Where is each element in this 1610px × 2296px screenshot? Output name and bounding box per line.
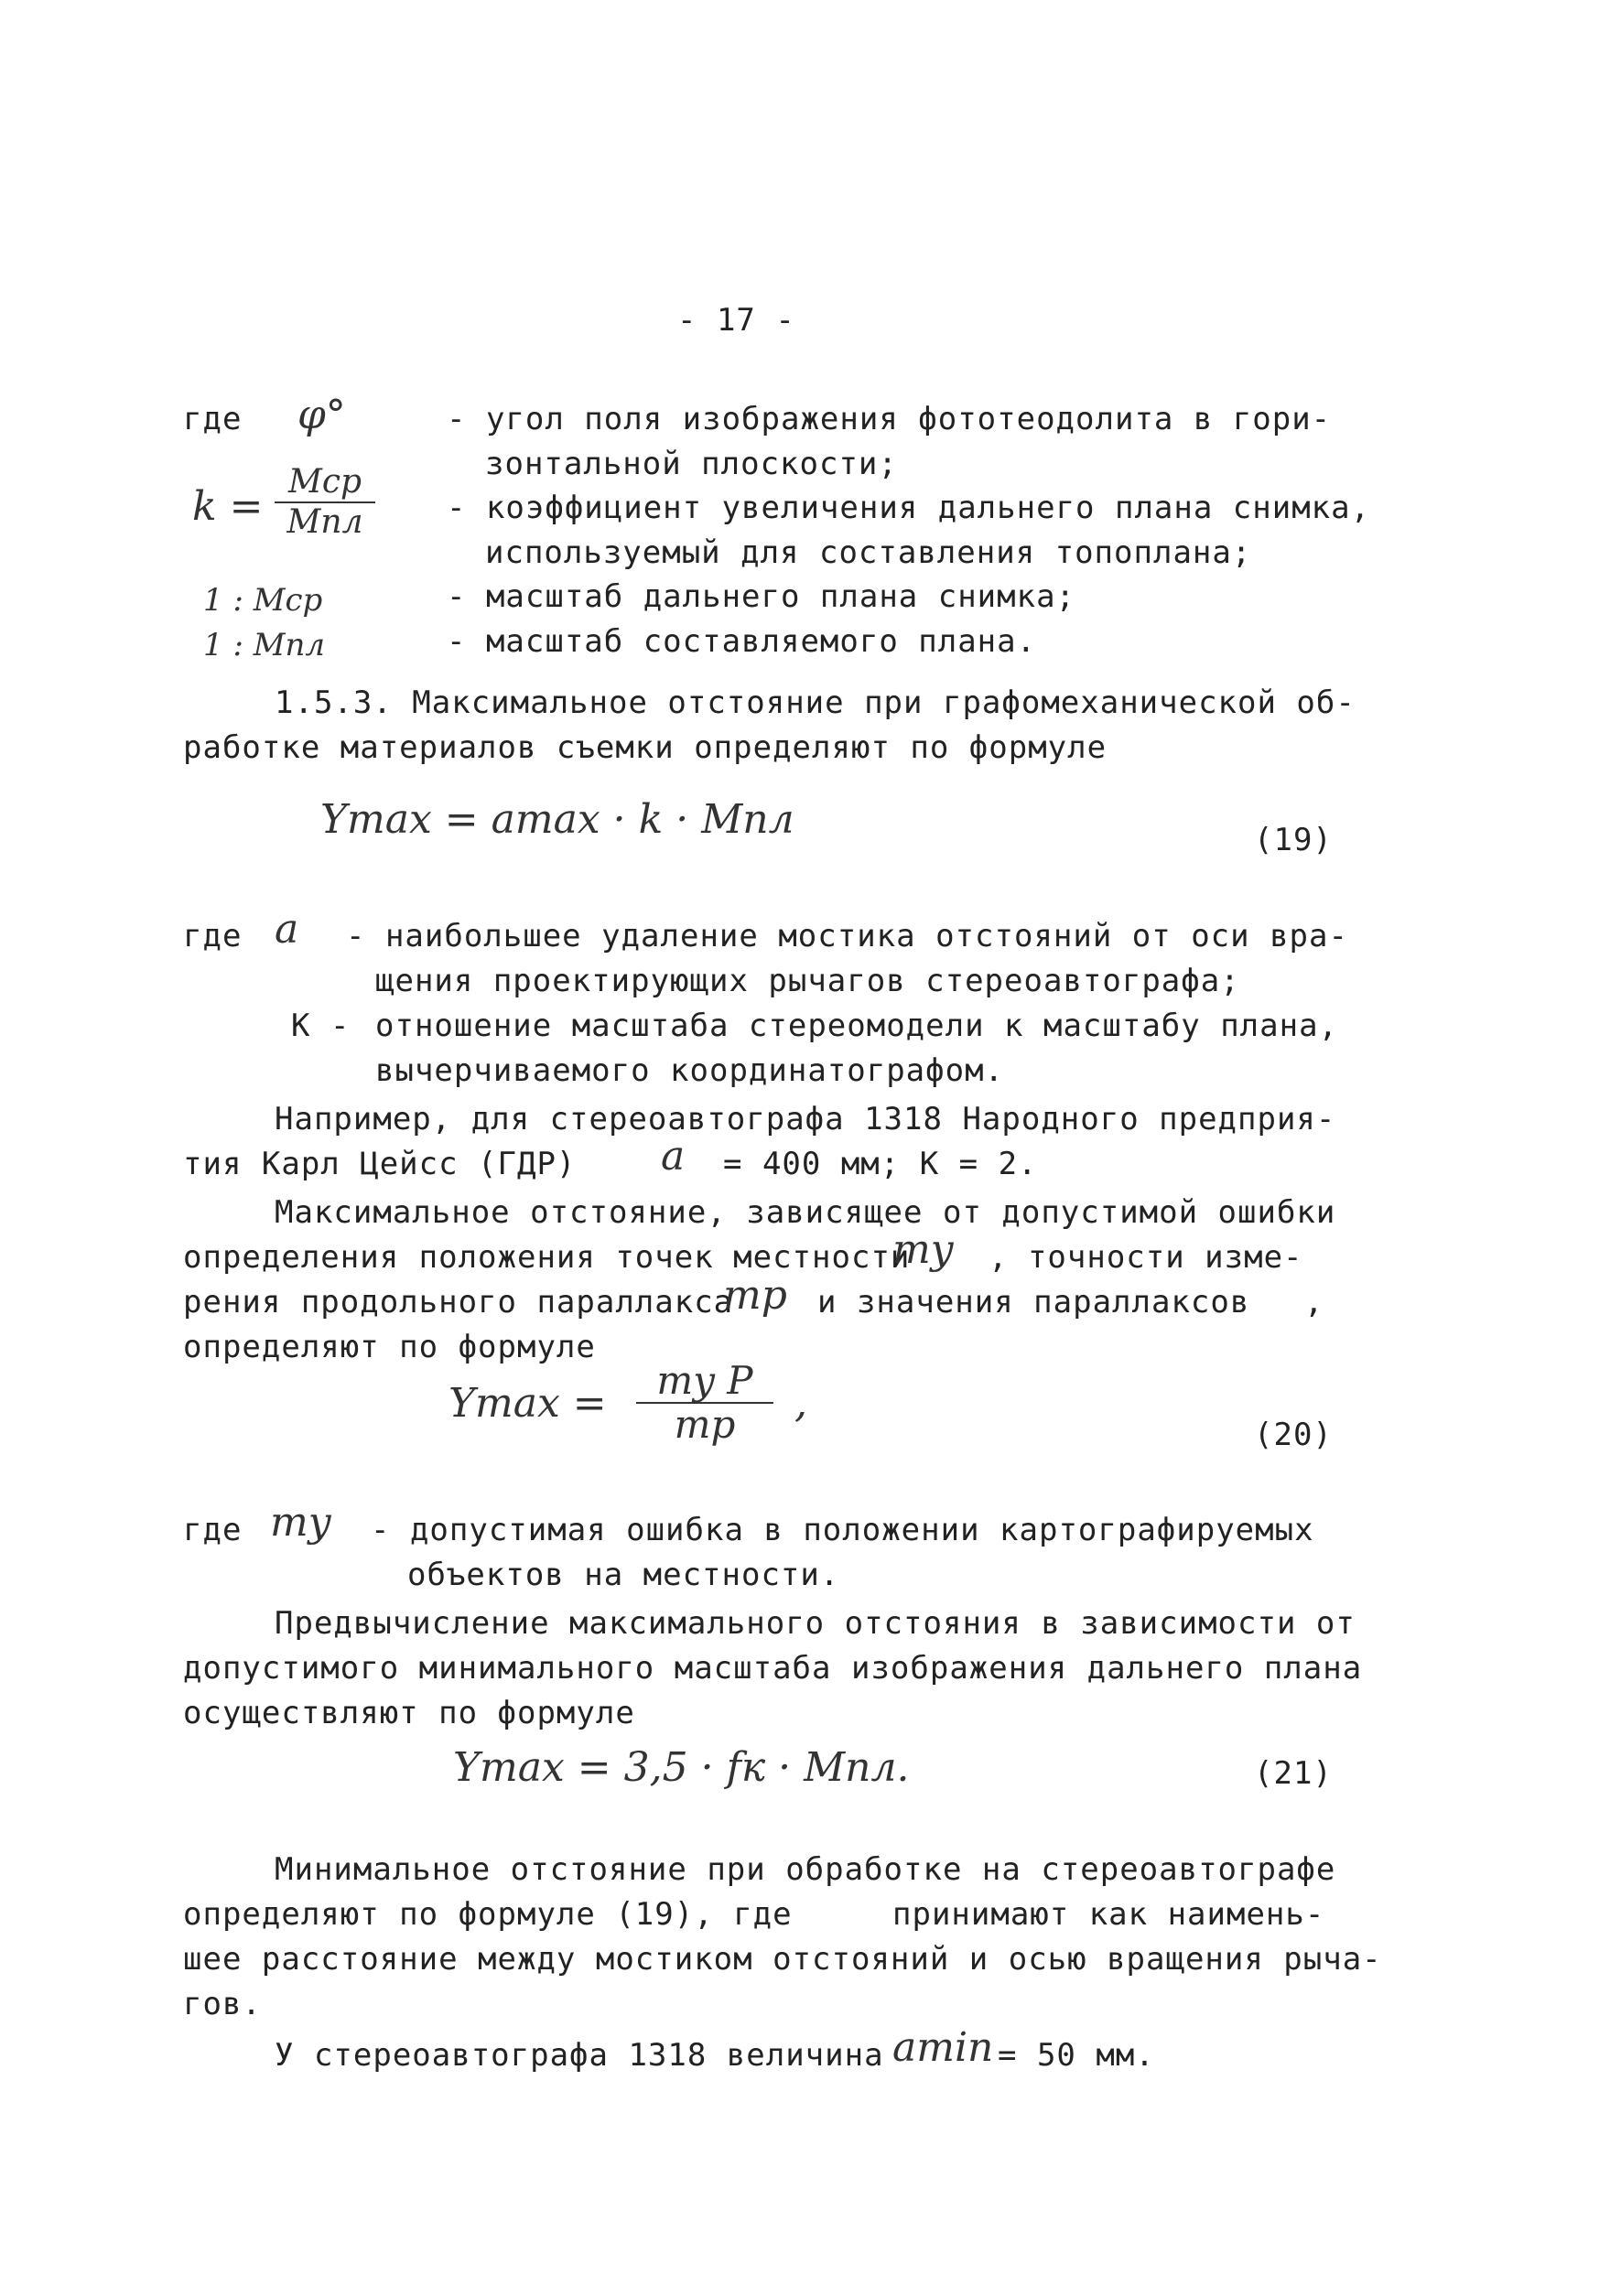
k-numerator: Mср xyxy=(287,463,362,501)
para-min-line-4: гов. xyxy=(183,1986,262,2022)
scale1-symbol: 1 : Mср xyxy=(203,582,323,619)
para-153-line-2: работке материалов съемки определяют по формуле xyxy=(183,729,1108,766)
mp-symbol: mp xyxy=(723,1272,787,1319)
where-label: где xyxy=(183,1512,243,1548)
scale2-symbol: 1 : Mпл xyxy=(203,627,326,663)
formula-20-left: Ymax = xyxy=(448,1380,607,1427)
para-max-line-3c: , xyxy=(1304,1284,1324,1320)
example-a-symbol: a xyxy=(661,1133,686,1180)
formula-19: Ymax = amax · k · Mпл xyxy=(320,796,794,843)
K-description-1: отношение масштаба стереомодели к масштабу плана, xyxy=(375,1008,1339,1044)
my-symbol: my xyxy=(892,1226,954,1273)
amin-symbol: amin xyxy=(892,2024,994,2071)
para-max-line-4: определяют по формуле xyxy=(183,1329,596,1365)
my-description-1: - допустимая ошибка в положении картографируемых xyxy=(371,1512,1314,1548)
where-label: где xyxy=(183,401,243,437)
k-description-2: используемый для составления топоплана; xyxy=(485,534,1252,571)
para-min-line-3: шее расстояние между мостиком отстояний и осью вращения рыча- xyxy=(183,1941,1382,1978)
para-max-line-3a: рения продольного параллакса xyxy=(183,1284,734,1320)
a-description-2: щения проектирующих рычагов стереоавтографа; xyxy=(375,963,1240,999)
formula-20-fraction xyxy=(636,1358,773,1447)
para-min-line-2b: принимают как наимень- xyxy=(892,1896,1325,1933)
example-values: = 400 мм; К = 2. xyxy=(723,1146,1038,1182)
para-pre-line-1: Предвычисление максимального отстояния в зависимости от xyxy=(275,1605,1356,1642)
final-line-text: У стереоавтографа 1318 величина xyxy=(275,2037,884,2074)
para-153-line-1: 1.5.3. Максимальное отстояние при графомеханической об- xyxy=(275,684,1356,721)
K-description-2: вычерчиваемого координатографом. xyxy=(375,1052,1005,1089)
para-min-line-2a: определяют по формуле (19), где xyxy=(183,1896,793,1933)
para-max-line-3b: и значения параллаксов xyxy=(817,1284,1250,1320)
my-description-2: объектов на местности. xyxy=(407,1557,840,1593)
scale2-description: - масштаб составляемого плана. xyxy=(447,623,1037,660)
page-number: - 17 - xyxy=(677,302,795,339)
para-max-line-2b: , точности изме- xyxy=(989,1239,1303,1276)
phi-description-1: - угол поля изображения фототеодолита в гори- xyxy=(447,401,1332,437)
formula-20-numerator: my P xyxy=(656,1358,753,1403)
para-max-line-1: Максимальное отстояние, зависящее от допустимой ошибки xyxy=(275,1194,1336,1231)
formula-19-number: (19) xyxy=(1254,822,1333,858)
final-line-value: = 50 мм. xyxy=(998,2037,1155,2074)
my-symbol: my xyxy=(270,1499,331,1546)
a-symbol: a xyxy=(275,906,299,953)
k-description-1: - коэффициент увеличения дальнего плана снимка, xyxy=(447,490,1371,526)
para-pre-line-3: осуществляют по формуле xyxy=(183,1695,635,1731)
k-symbol: k = xyxy=(192,483,264,530)
para-min-line-1: Минимальное отстояние при обработке на стереоавтографе xyxy=(275,1851,1336,1888)
k-denominator: Mпл xyxy=(286,503,363,541)
para-pre-line-2: допустимого минимального масштаба изображения дальнего плана xyxy=(183,1650,1363,1687)
formula-21: Ymax = 3,5 · fк · Mпл. xyxy=(453,1744,910,1791)
phi-description-2: зонтальной плоскости; xyxy=(485,446,898,482)
scale1-description: - масштаб дальнего плана снимка; xyxy=(447,578,1076,615)
example-line-1: Например, для стереоавтографа 1318 Народного предприя- xyxy=(275,1101,1336,1137)
phi-symbol: φ° xyxy=(297,392,346,438)
formula-21-number: (21) xyxy=(1254,1755,1333,1792)
example-line-2: тия Карл Цейсс (ГДР) xyxy=(183,1146,577,1182)
formula-20-denominator: mp xyxy=(674,1402,736,1447)
formula-20-number: (20) xyxy=(1254,1417,1333,1453)
k-fraction xyxy=(275,465,375,540)
para-max-line-2a: определения положения точек местности xyxy=(183,1239,911,1276)
K-symbol: К - xyxy=(291,1008,351,1044)
a-description-1: - наибольшее удаление мостика отстояний от оси вра- xyxy=(346,918,1348,954)
formula-20-comma: , xyxy=(794,1380,807,1427)
where-label: где xyxy=(183,918,243,954)
